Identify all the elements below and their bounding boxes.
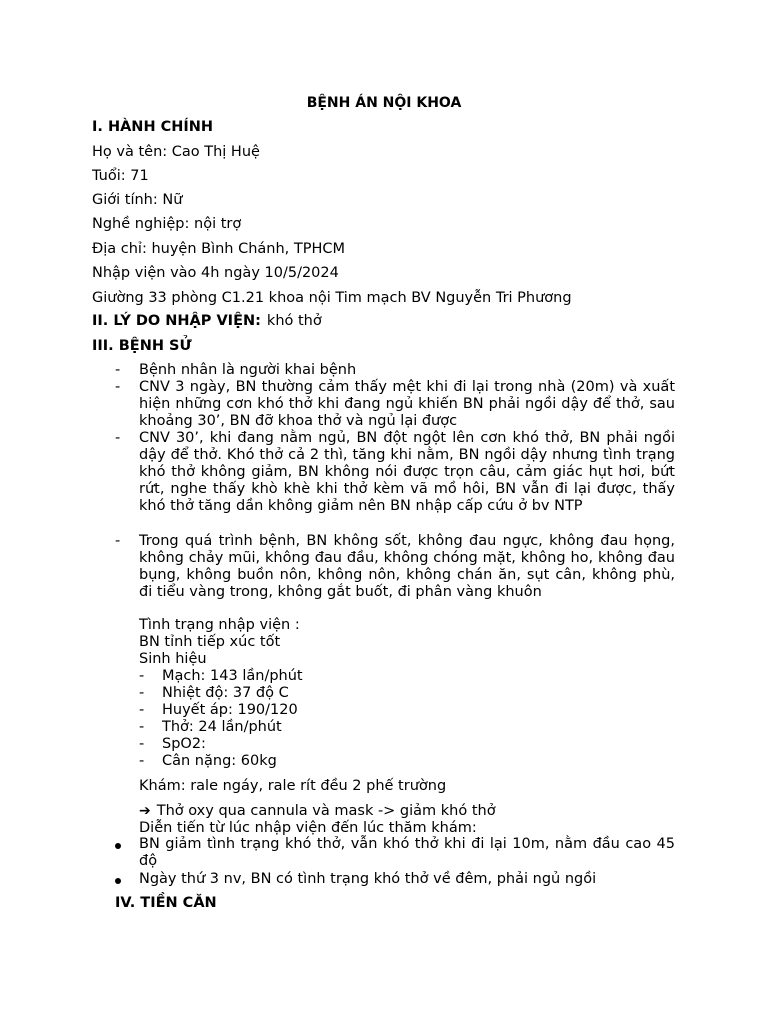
dash-marker: - bbox=[139, 736, 145, 752]
vital-temperature: Nhiệt độ: 37 độ C bbox=[162, 685, 289, 701]
patient-address: Địa chỉ: huyện Bình Chánh, TPHCM bbox=[92, 241, 346, 257]
dash-marker: - bbox=[139, 719, 145, 735]
bed-location: Giường 33 phòng C1.21 khoa nội Tim mạch BV Nguyễn Tri Phương bbox=[92, 290, 572, 306]
vital-spo2: SpO2: bbox=[162, 736, 206, 752]
history-item: CNV 30’, khi đang nằm ngủ, BN đột ngột lên cơn khó thở, BN phải ngồi dậy để thở. Khó thở cả 2 thì, tăng khi nằm, BN ngồi dậy nhưng tình trạng khó thở không giảm, BN không nói được trọn câu, cảm giác hụt hơi, bứt rứt, nghe thấy khò khè khi thở kèm vã mồ hôi, BN vẫn đi lại được, thấy khó thở tăng dần không giảm nên BN nhập cấp cứu ở bv NTP bbox=[139, 430, 675, 514]
bullet-dot-icon bbox=[115, 878, 121, 884]
section-heading-history: III. BỆNH SỬ bbox=[92, 338, 192, 354]
treatment-text: Thở oxy qua cannula và mask -> giảm khó thở bbox=[156, 803, 496, 819]
vitals-label: Sinh hiệu bbox=[139, 651, 207, 667]
patient-job: Nghề nghiệp: nội trợ bbox=[92, 216, 242, 232]
progress-item: Ngày thứ 3 nv, BN có tình trạng khó thở về đêm, phải ngủ ngồi bbox=[139, 871, 597, 887]
exam-text: Khám: rale ngáy, rale rít đều 2 phế trường bbox=[139, 778, 447, 794]
dash-marker: - bbox=[139, 702, 145, 718]
vital-blood-pressure: Huyết áp: 190/120 bbox=[162, 702, 298, 718]
reason-text: khó thở bbox=[266, 313, 322, 329]
admission-date: Nhập viện vào 4h ngày 10/5/2024 bbox=[92, 265, 339, 281]
admission-status-label: Tình trạng nhập viện : bbox=[139, 617, 300, 633]
section-heading-admin: I. HÀNH CHÍNH bbox=[92, 119, 214, 135]
dash-marker: - bbox=[139, 668, 145, 684]
vital-weight: Cân nặng: 60kg bbox=[162, 753, 277, 769]
patient-name: Họ và tên: Cao Thị Huệ bbox=[92, 144, 260, 160]
vital-pulse: Mạch: 143 lần/phút bbox=[162, 668, 303, 684]
progress-label: Diễn tiến từ lúc nhập viện đến lúc thăm khám: bbox=[139, 820, 477, 836]
dash-marker: - bbox=[115, 362, 121, 378]
treatment-line bbox=[139, 803, 496, 820]
bullet-dot-icon bbox=[115, 843, 121, 849]
document-title: BỆNH ÁN NỘI KHOA bbox=[306, 95, 462, 111]
dash-marker: - bbox=[115, 430, 121, 446]
progress-item: BN giảm tình trạng khó thở, vẫn khó thở khi đi lại 10m, nằm đầu cao 45 độ bbox=[139, 836, 675, 869]
history-item: Trong quá trình bệnh, BN không sốt, không đau ngực, không đau họng, không chảy mũi, không đau đầu, không chóng mặt, không ho, không đau bụng, không buồn nôn, không nôn, không chán ăn, sụt cân, không phù, đi tiểu vàng trong, không gắt buốt, đi phân vàng khuôn bbox=[139, 533, 675, 600]
dash-marker: - bbox=[115, 533, 121, 549]
history-item: Bệnh nhân là người khai bệnh bbox=[139, 362, 357, 378]
dash-marker: - bbox=[139, 685, 145, 701]
consciousness-text: BN tỉnh tiếp xúc tốt bbox=[139, 634, 281, 650]
patient-sex: Giới tính: Nữ bbox=[92, 192, 183, 208]
section-heading-reason bbox=[92, 312, 322, 330]
vital-respiration: Thở: 24 lần/phút bbox=[162, 719, 282, 735]
history-item: CNV 3 ngày, BN thường cảm thấy mệt khi đi lại trong nhà (20m) và xuất hiện những cơn khó thở khi đang ngủ khiến BN phải ngồi dậy để thở, sau khoảng 30’, BN đỡ khoa thở và ngủ lại được bbox=[139, 379, 675, 429]
dash-marker: - bbox=[115, 379, 121, 395]
dash-marker: - bbox=[139, 753, 145, 769]
section-heading-past: IV. TIỀN CĂN bbox=[115, 895, 217, 911]
patient-age: Tuổi: 71 bbox=[92, 168, 149, 184]
reason-heading-label: II. LÝ DO NHẬP VIỆN: bbox=[92, 313, 261, 329]
arrow-right-icon: ➔ bbox=[139, 803, 151, 819]
